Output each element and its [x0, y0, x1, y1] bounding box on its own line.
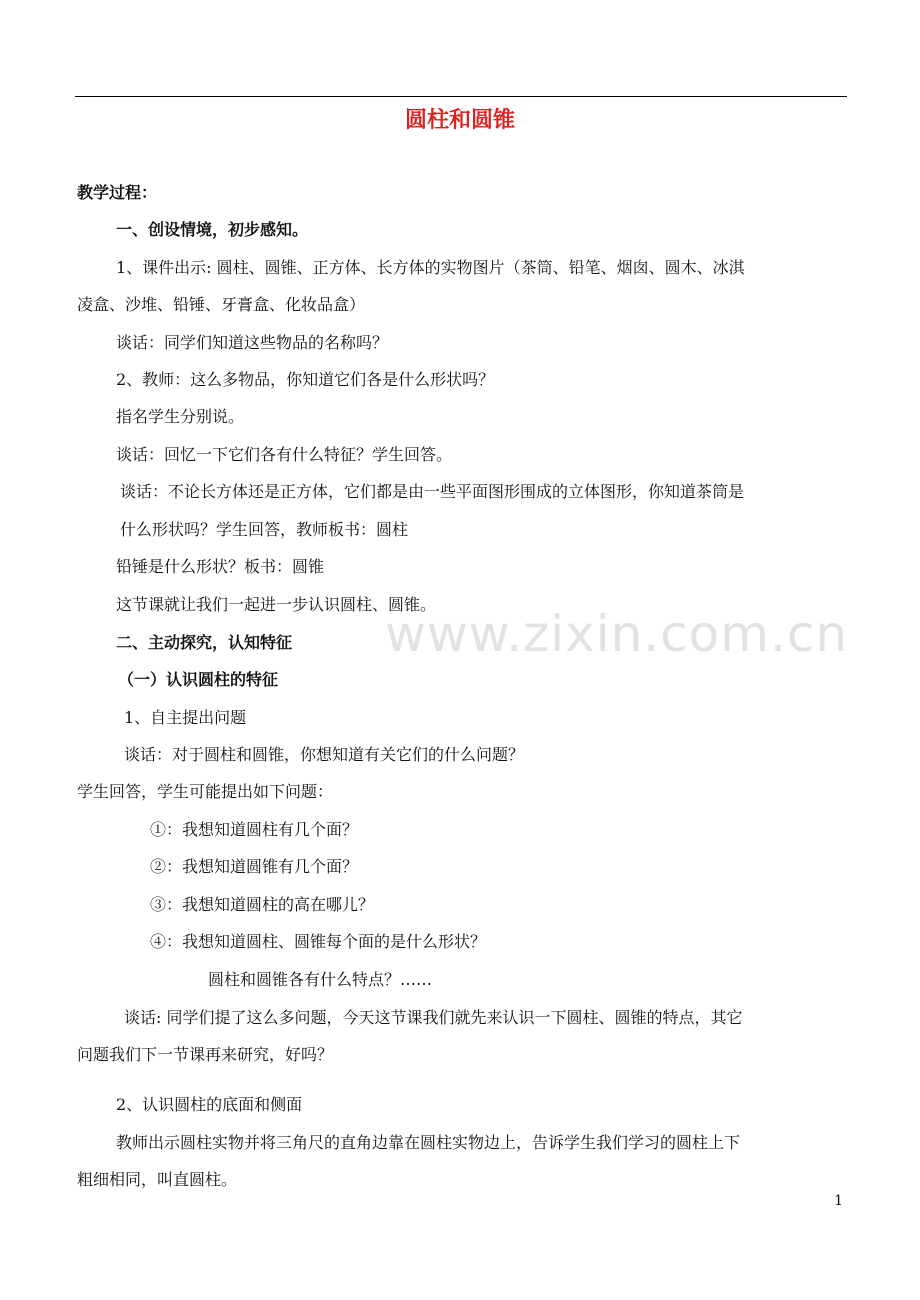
paragraph-line: 谈话：同学们知道这些物品的名称吗？ — [116, 333, 389, 352]
section-heading: 一、创设情境，初步感知。 — [116, 220, 309, 239]
paragraph-line: 谈话：对于圆柱和圆锥，你想知道有关它们的什么问题？ — [124, 745, 525, 764]
paragraph-line: 铅锤是什么形状？板书：圆锥 — [116, 557, 325, 576]
paragraph-line: 问题我们下一节课再来研究，好吗？ — [77, 1045, 334, 1064]
section-heading: 二、主动探究，认知特征 — [116, 633, 293, 652]
list-item: ①：我想知道圆柱有几个面？ — [150, 820, 359, 839]
paragraph-line: 教师出示圆柱实物并将三角尺的直角边靠在圆柱实物边上，告诉学生我们学习的圆柱上下 — [116, 1133, 741, 1152]
paragraph-line: 1、课件出示: 圆柱、圆锥、正方体、长方体的实物图片（茶筒、铅笔、烟囱、圆木、冰淇 — [116, 258, 745, 277]
section-heading: 教学过程： — [77, 183, 158, 202]
list-item: ③：我想知道圆柱的高在哪儿？ — [150, 895, 375, 914]
paragraph-line: 指名学生分别说。 — [116, 407, 245, 426]
paragraph-line: 这节课就让我们一起进一步认识圆柱、圆锥。 — [116, 595, 437, 614]
paragraph-line: 谈话: 同学们提了这么多问题，今天这节课我们就先来认识一下圆柱、圆锥的特点，其它 — [124, 1008, 743, 1027]
paragraph-line: 粗细相同，叫直圆柱。 — [77, 1170, 238, 1189]
subsection-heading: （一）认识圆柱的特征 — [118, 670, 279, 689]
paragraph-line: 学生回答，学生可能提出如下问题： — [77, 782, 334, 801]
paragraph-line: 2、教师：这么多物品，你知道它们各是什么形状吗？ — [116, 370, 495, 389]
list-item: 圆柱和圆锥各有什么特点？…… — [208, 970, 433, 989]
paragraph-line: 谈话：回忆一下它们各有什么特征？学生回答。 — [116, 445, 453, 464]
paragraph-line: 谈话：不论长方体还是正方体，它们都是由一些平面图形围成的立体图形，你知道茶筒是 — [120, 482, 745, 501]
list-item: ④：我想知道圆柱、圆锥每个面的是什么形状？ — [150, 932, 487, 951]
paragraph-line: 2、认识圆柱的底面和侧面 — [116, 1095, 303, 1114]
paragraph-line: 1、自主提出问题 — [124, 708, 247, 727]
paragraph-line: 凌盒、沙堆、铅锤、牙膏盒、化妆品盒） — [77, 295, 366, 314]
page-number: 1 — [834, 1193, 843, 1209]
list-item: ②：我想知道圆锥有几个面？ — [150, 857, 359, 876]
watermark-text: www.zixin.com.cn — [385, 605, 849, 663]
header-rule — [75, 96, 847, 97]
document-title: 圆柱和圆锥 — [404, 107, 515, 133]
paragraph-line: 什么形状吗？学生回答，教师板书：圆柱 — [120, 520, 409, 539]
